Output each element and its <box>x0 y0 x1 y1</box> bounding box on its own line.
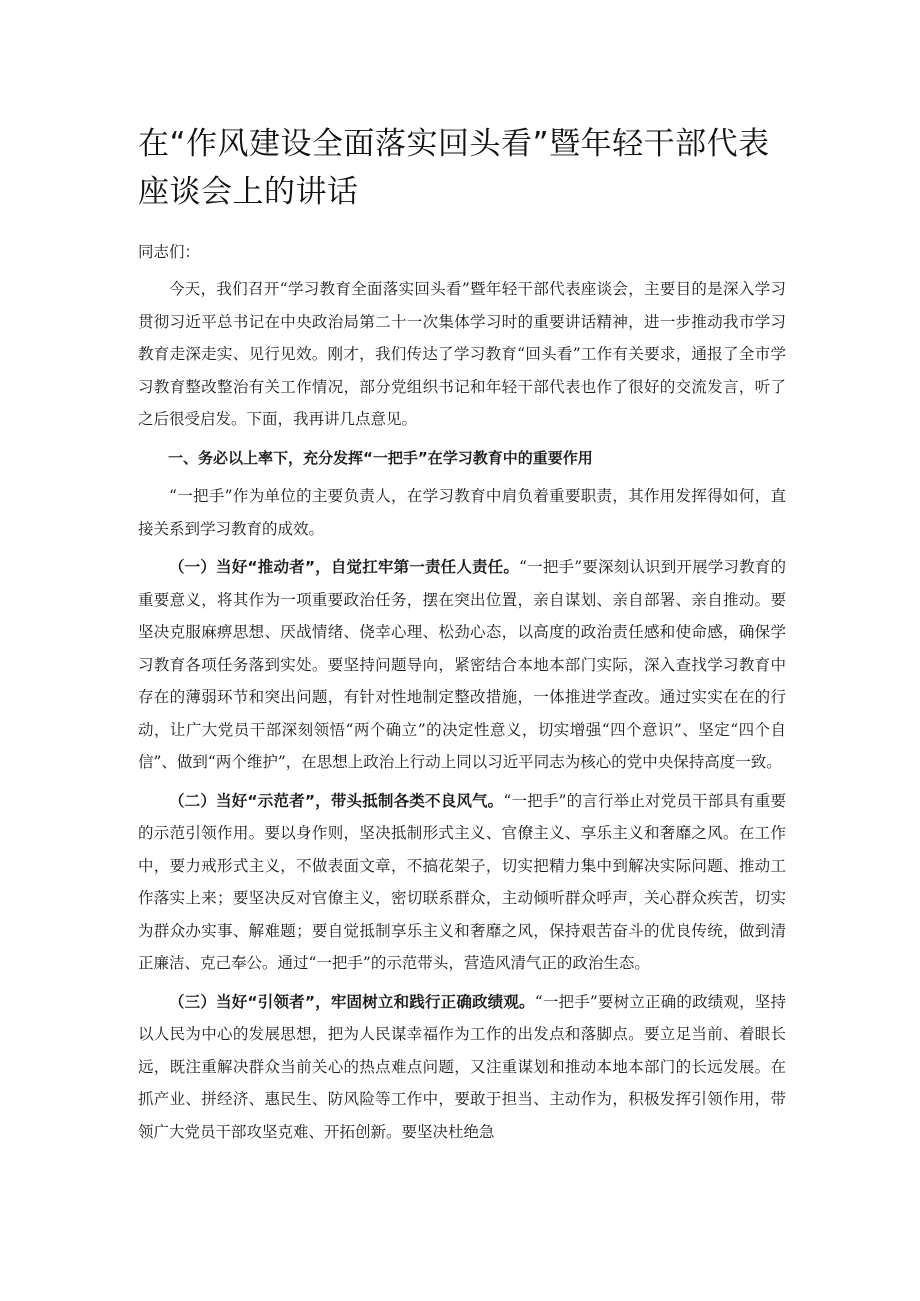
item-3-text: “一把手”要树立正确的政绩观，坚持以人民为中心的发展思想，把为人民谋幸福作为工作的出发点和落脚点。要立足当前、着眼长远，既注重解决群众当前关心的热点难点问题，又注重谋划和推动本地本部门的长远发展。在抓产业、拼经济、惠民生、防风险等工作中，要敢于担当、主动作为，积极发挥引领作用，带领广大党员干部攻坚克难、开拓创新。要坚决杜绝急 <box>138 992 786 1141</box>
item-3-lead: （三）当好“引领者”，牢固树立和践行正确政绩观。 <box>169 992 535 1011</box>
section-1-intro: “一把手”作为单位的主要负责人，在学习教育中肩负着重要职责，其作用发挥得如何，直接关系到学习教育的成效。 <box>138 487 786 538</box>
section-1-item-1 <box>138 551 786 779</box>
document-title: 在“作风建设全面落实回头看”暨年轻干部代表座谈会上的讲话 <box>138 126 770 210</box>
document-page <box>138 120 786 1154</box>
intro-paragraph: 今天，我们召开“学习教育全面落实回头看”暨年轻干部代表座谈会，主要目的是深入学习贯彻习近平总书记在中央政治局第二十一次集体学习时的重要讲话精神，进一步推动我市学习教育走深走实、见行见效。刚才，我们传达了学习教育“回头看”工作有关要求，通报了全市学习教育整改整治有关工作情况，部分党组织书记和年轻干部代表也作了很好的交流发言，听了之后很受启发。下面，我再讲几点意见。 <box>138 280 786 428</box>
salutation: 同志们： <box>138 243 201 261</box>
item-2-text: “一把手”的言行举止对党员干部具有重要的示范引领作用。要以身作则，坚决抵制形式主义、官僚主义、享乐主义和奢靡之风。在工作中，要力戒形式主义，不做表面文章，不搞花架子，切实把精力集中到解决实际问题、推动工作落实上来；要坚决反对官僚主义，密切联系群众，主动倾听群众呼声，关心群众疾苦，切实为群众办实事、解难题；要自觉抵制享乐主义和奢靡之风，保持艰苦奋斗的优良传统，做到清正廉洁、克己奉公。通过“一把手”的示范带头，营造风清气正的政治生态。 <box>138 791 786 972</box>
item-1-text: “一把手”要深刻认识到开展学习教育的重要意义，将其作为一项重要政治任务，摆在突出位置，亲自谋划、亲自部署、亲自推动。要坚决克服麻痹思想、厌战情绪、侥幸心理、松劲心态，以高度的政治责任感和使命感，确保学习教育各项任务落到实处。要坚持问题导向，紧密结合本地本部门实际，深入查找学习教育中存在的薄弱环节和突出问题，有针对性地制定整改措施，一体推进学查改。通过实实在在的行动，让广大党员干部深刻领悟“两个确立”的决定性意义，切实增强“四个意识”、坚定“四个自信”、做到“两个维护”，在思想上政治上行动上同以习近平同志为核心的党中央保持高度一致。 <box>138 558 786 771</box>
item-1-lead: （一）当好“推动者”，自觉扛牢第一责任人责任。 <box>169 558 520 576</box>
item-2-lead: （二）当好“示范者”，带头抵制各类不良风气。 <box>169 791 504 810</box>
section-1-heading: 一、务必以上率下，充分发挥“一把手”在学习教育中的重要作用 <box>168 448 593 467</box>
section-1-item-2 <box>138 785 786 980</box>
section-1-item-3 <box>138 986 786 1149</box>
